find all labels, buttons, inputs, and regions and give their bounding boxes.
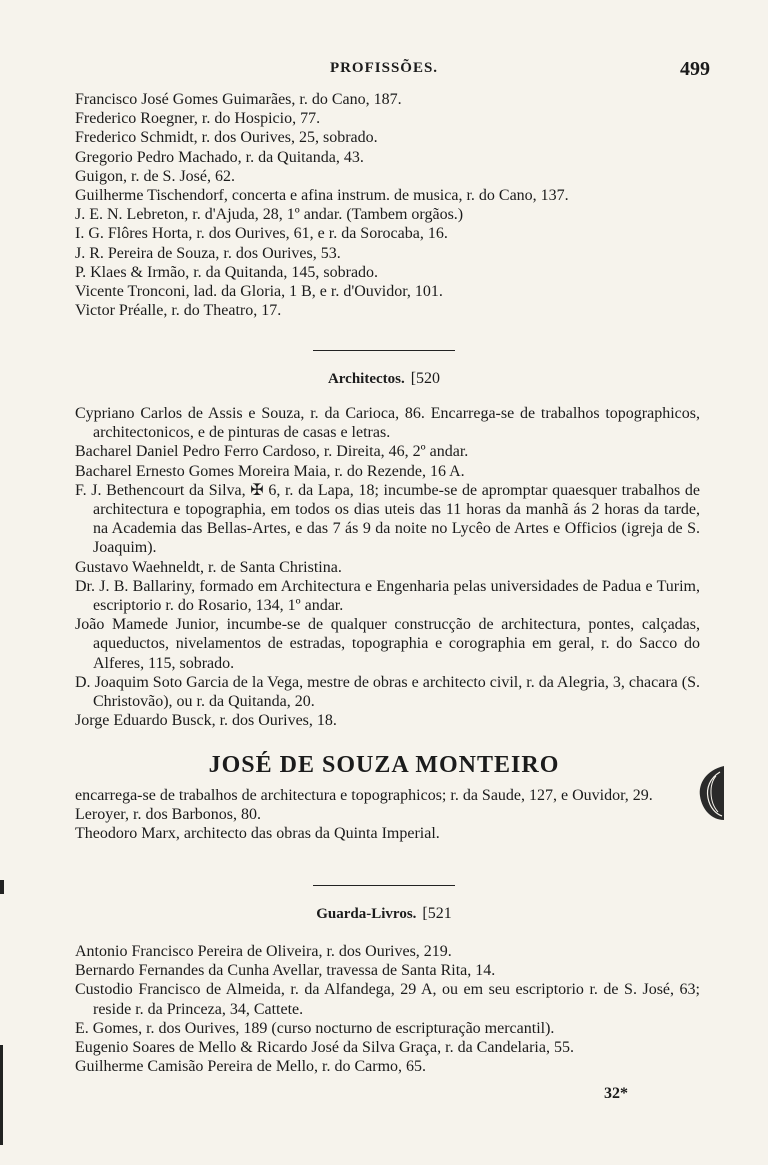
section-title: Architectos. — [327, 371, 405, 387]
list-item: P. Klaes & Irmão, r. da Quitanda, 145, sobrado. — [75, 263, 379, 281]
section-ref: [520 — [410, 370, 441, 387]
binding-edge-mark — [0, 880, 4, 894]
section-heading-architects — [0, 370, 768, 388]
section-heading-bookkeepers — [0, 905, 768, 923]
list-item: Frederico Roegner, r. do Hospicio, 77. — [75, 110, 321, 128]
running-title: PROFISSÕES. — [329, 60, 439, 76]
architects-list — [75, 404, 700, 730]
list-item: Frederico Schmidt, r. dos Ourives, 25, sobrado. — [75, 129, 378, 147]
list-item: Gustavo Waehneldt, r. de Santa Christina. — [75, 558, 342, 576]
list-item: Leroyer, r. dos Barbonos, 80. — [75, 806, 261, 824]
list-item: Guilherme Camisão Pereira de Mello, r. do Carmo, 65. — [75, 1058, 427, 1076]
list-item: J. E. N. Lebreton, r. d'Ajuda, 28, 1º andar. (Tambem orgãos.) — [75, 206, 464, 224]
section-divider — [313, 885, 455, 886]
list-item: Guigon, r. de S. José, 62. — [75, 167, 235, 185]
sheet-signature: 32* — [604, 1085, 628, 1102]
list-item: E. Gomes, r. dos Ourives, 189 (curso nocturno de escripturação mercantil). — [75, 1019, 555, 1037]
list-item: Eugenio Soares de Mello & Ricardo José da Silva Graça, r. da Candelaria, 55. — [75, 1039, 574, 1057]
binding-edge-mark — [0, 1045, 3, 1145]
advertisement-name: JOSÉ DE SOUZA MONTEIRO — [208, 752, 560, 778]
advertisement-block — [75, 786, 700, 844]
list-item: Bacharel Daniel Pedro Ferro Cardoso, r. Direita, 46, 2º andar. — [75, 443, 469, 461]
list-item: Custodio Francisco de Almeida, r. da Alfandega, 29 A, ou em seu escriptorio r. de S. José, 63; reside r. da Princeza, 34, Cattete. — [75, 981, 700, 1018]
list-item: Cypriano Carlos de Assis e Souza, r. da Carioca, 86. Encarrega-se de trabalhos topographicos, architectonicos, e de pinturas de casas e letras. — [75, 405, 700, 442]
bookkeepers-list — [75, 942, 700, 1076]
list-item: Bernardo Fernandes da Cunha Avellar, travessa de Santa Rita, 14. — [75, 962, 496, 980]
list-item: Gregorio Pedro Machado, r. da Quitanda, 43. — [75, 148, 364, 166]
page-header — [0, 60, 768, 86]
list-item: João Mamede Junior, incumbe-se de qualquer construcção de architectura, pontes, calçadas, aqueductos, nivelamentos de estradas, topographia e corographia em geral, r. do Sacco do Alferes, 115, sobrado. — [75, 616, 700, 672]
section-divider — [313, 350, 455, 351]
list-item: Antonio Francisco Pereira de Oliveira, r. dos Ourives, 219. — [75, 943, 452, 960]
list-item: Guilherme Tischendorf, concerta e afina instrum. de musica, r. do Cano, 137. — [75, 187, 569, 205]
section-title: Guarda-Livros. — [316, 906, 417, 922]
list-item: Dr. J. B. Ballariny, formado em Architectura e Engenharia pelas universidades de Padua e Turim, escriptorio r. do Rosario, 134, 1º andar. — [75, 577, 700, 615]
list-item: Theodoro Marx, architecto das obras da Quinta Imperial. — [75, 825, 440, 843]
advertisement-text: encarrega-se de trabalhos de architectura e topographicos; r. da Saude, 127, e Ouvidor, 29. — [75, 787, 653, 804]
list-item: F. J. Bethencourt da Silva, ✠ 6, r. da Lapa, 18; incumbe-se de apromptar quaesquer trabalhos de architectura e topographia, em todos os dias uteis das 11 horas da manhã ás 2 horas da tarde, na Academia das Bellas-Artes, e das 7 ás 9 da noite no Lycêo de Artes e Officios (igreja de S. Joaquim). — [75, 481, 700, 557]
page-number: 499 — [680, 58, 710, 80]
list-item: D. Joaquim Soto Garcia de la Vega, mestre de obras e architecto civil, r. da Alegria, 3, chacara (S. Christovão), ou r. da Quitanda, 20. — [75, 673, 700, 711]
list-item: J. R. Pereira de Souza, r. dos Ourives, 53. — [75, 244, 341, 262]
list-item: Bacharel Ernesto Gomes Moreira Maia, r. do Rezende, 16 A. — [75, 462, 465, 480]
continued-list — [75, 90, 700, 320]
list-item: Francisco José Gomes Guimarães, r. do Cano, 187. — [75, 91, 402, 108]
list-item: Jorge Eduardo Busck, r. dos Ourives, 18. — [75, 712, 337, 730]
ornament-icon — [694, 762, 728, 824]
section-ref: [521 — [422, 905, 452, 922]
list-item: Victor Préalle, r. do Theatro, 17. — [75, 302, 282, 320]
list-item: Vicente Tronconi, lad. da Gloria, 1 B, e r. d'Ouvidor, 101. — [75, 283, 443, 301]
list-item: I. G. Flôres Horta, r. dos Ourives, 61, e r. da Sorocaba, 16. — [75, 225, 448, 243]
